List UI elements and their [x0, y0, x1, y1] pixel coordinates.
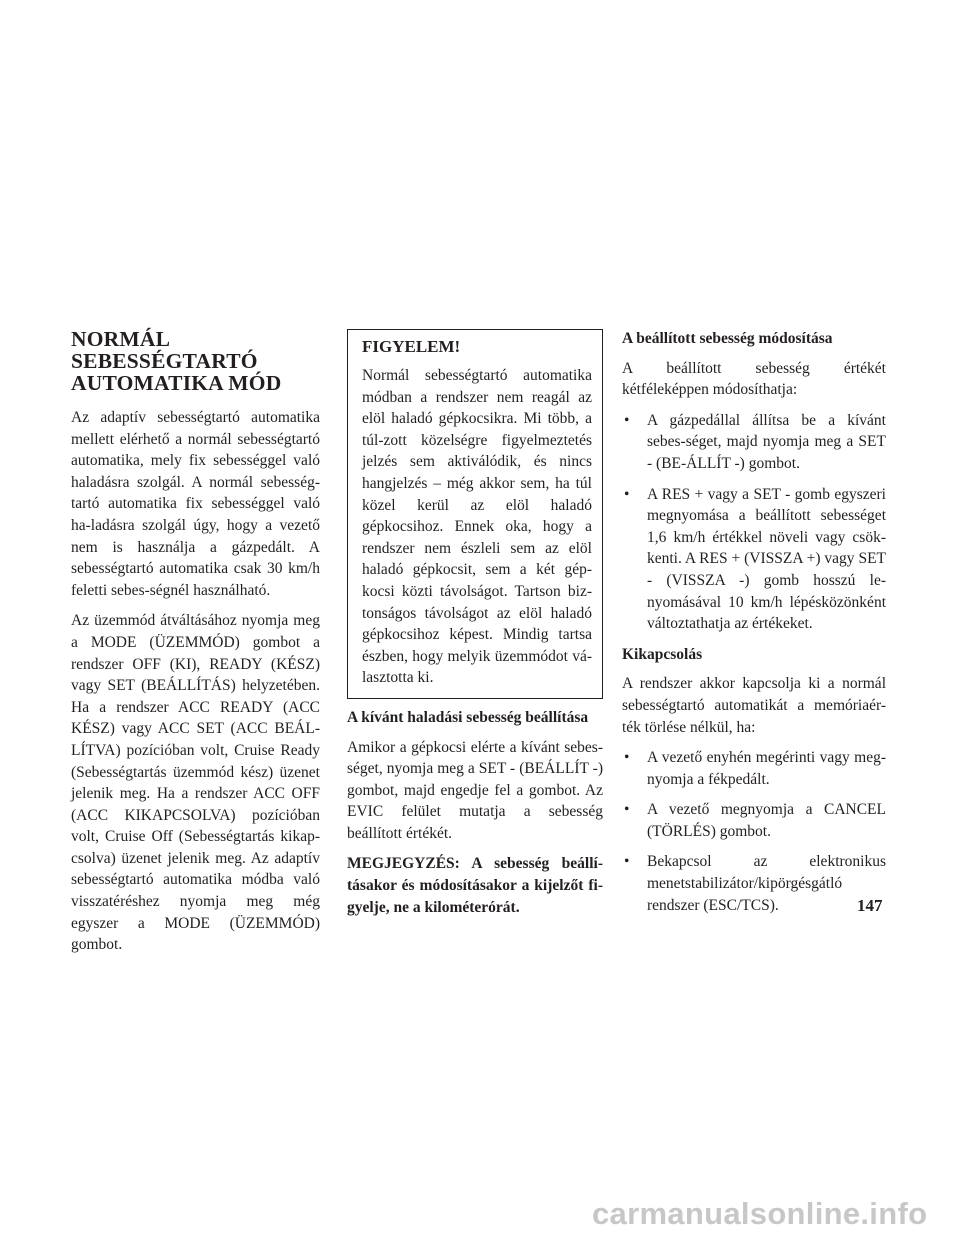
- list-item-text: Bekapcsol az elektronikus menetstabilizátor/kipörgésgátló rendszer (ESC/TCS).: [647, 853, 886, 914]
- column-right: [622, 328, 886, 925]
- body-paragraph: A beállított sebesség értékét kétféleképpen módosíthatja:: [622, 359, 886, 399]
- page-number: 147: [857, 896, 883, 915]
- body-paragraph: Amikor a gépkocsi elérte a kívánt sebes-séget, nyomja meg a SET - (BEÁLLÍT -) gombot, majd engedje fel a gombot. Az EVIC felület mutatja a sebesség beállított értékét.: [347, 738, 603, 842]
- column-left: [71, 328, 320, 965]
- list-item: [622, 799, 886, 842]
- section-title: NORMÁL SEBESSÉGTARTÓ AUTOMATIKA MÓD: [71, 327, 282, 395]
- subsection-heading: A kívánt haladási sebesség beállítása: [347, 708, 589, 726]
- bullet-list: [622, 747, 886, 916]
- column-middle: [347, 328, 603, 927]
- note-text: MEGJEGYZÉS: A sebesség beállí-tásakor és módosításakor a kijelzőt fi-gyelje, ne a kilométerórát.: [347, 855, 603, 916]
- bullet-icon: •: [624, 801, 630, 819]
- bullet-icon: •: [624, 411, 630, 429]
- body-paragraph: A rendszer akkor kapcsolja ki a normál sebességtartó automatikát a memóriaér-ték törlése nélkül, ha:: [622, 675, 886, 736]
- body-paragraph: Az üzemmód átváltásához nyomja meg a MODE (ÜZEMMÓD) gombot a rendszer OFF (KI), READY (KÉSZ) vagy SET (BEÁLLÍTÁS) helyzetében. Ha a rendszer ACC READY (ACC KÉSZ) vagy ACC SET (ACC BEÁL-LÍTVA) pozícióban volt, Cruise Ready (Sebességtartás üzemmód kész) üzenet jelenik meg. Ha a rendszer ACC OFF (ACC KIKAPCSOLVA) pozícióban volt, Cruise Off (Sebességtartás kikap-csolva) üzenet jelenik meg. Az adaptív sebességtartó automatika módba való visszatéréshez nyomja meg még egyszer a MODE (ÜZEMMÓD) gombot.: [71, 612, 320, 954]
- subsection-heading: Kikapcsolás: [622, 645, 703, 663]
- list-item-text: A RES + vagy a SET - gomb egyszeri megnyomása a beállított sebességet 1,6 km/h értékkel növeli vagy csök-kenti. A RES + (VISSZA +) vagy SET - (VISSZA -) gomb hosszú le-nyomásával 10 km/h lépésközönként változtathatja az értékeket.: [647, 485, 886, 633]
- list-item-text: A gázpedállal állítsa be a kívánt sebes-séget, majd nyomja meg a SET - (BE-ÁLLÍT -) gombot.: [647, 411, 886, 472]
- list-item: [622, 484, 886, 635]
- list-item-text: A vezető megnyomja a CANCEL (TÖRLÉS) gombot.: [647, 801, 886, 840]
- list-item: [622, 851, 886, 916]
- list-item: [622, 410, 886, 475]
- subsection-heading: A beállított sebesség módosítása: [622, 330, 833, 347]
- warning-box: [347, 329, 603, 699]
- warning-text: Normál sebességtartó automatika módban a rendszer nem reagál az elöl haladó gépkocsikra. Mi több, a túl-zott közelségre figyelmeztetés jelzés sem aktiválódik, és nincs hangjelzés – még akkor sem, ha túl közel kerül az elöl haladó gépkocsihoz. Ennek oka, hogy a rendszer nem észleli sem az elöl haladó gépkocsit, sem a két gép-kocsi közti távolságot. Tartson biz-tonságos távolságot az elöl haladó gépkocsihoz képest. Mindig tartsa észben, hogy melyik üzemmódot vá-lasztotta ki.: [362, 367, 592, 687]
- list-item: [622, 747, 886, 790]
- bullet-icon: •: [624, 749, 630, 767]
- bullet-icon: •: [624, 485, 630, 503]
- watermark: carmanualsonline.info: [592, 1196, 928, 1231]
- body-paragraph: Az adaptív sebességtartó automatika mellett elérhető a normál sebességtartó automatika, mely fix sebességgel való haladásra szolgál. A normál sebesség-tartó automatika fix sebességgel való ha-ladásra szolgál úgy, hogy a vezető nem is használja a gázpedált. A sebességtartó automatika csak 30 km/h feletti sebes-ségnél használható.: [71, 409, 320, 599]
- list-item-text: A vezető enyhén megérinti vagy meg-nyomja a fékpedált.: [647, 749, 886, 788]
- warning-title: FIGYELEM!: [362, 337, 461, 356]
- bullet-icon: •: [624, 853, 630, 871]
- bullet-list: [622, 410, 886, 635]
